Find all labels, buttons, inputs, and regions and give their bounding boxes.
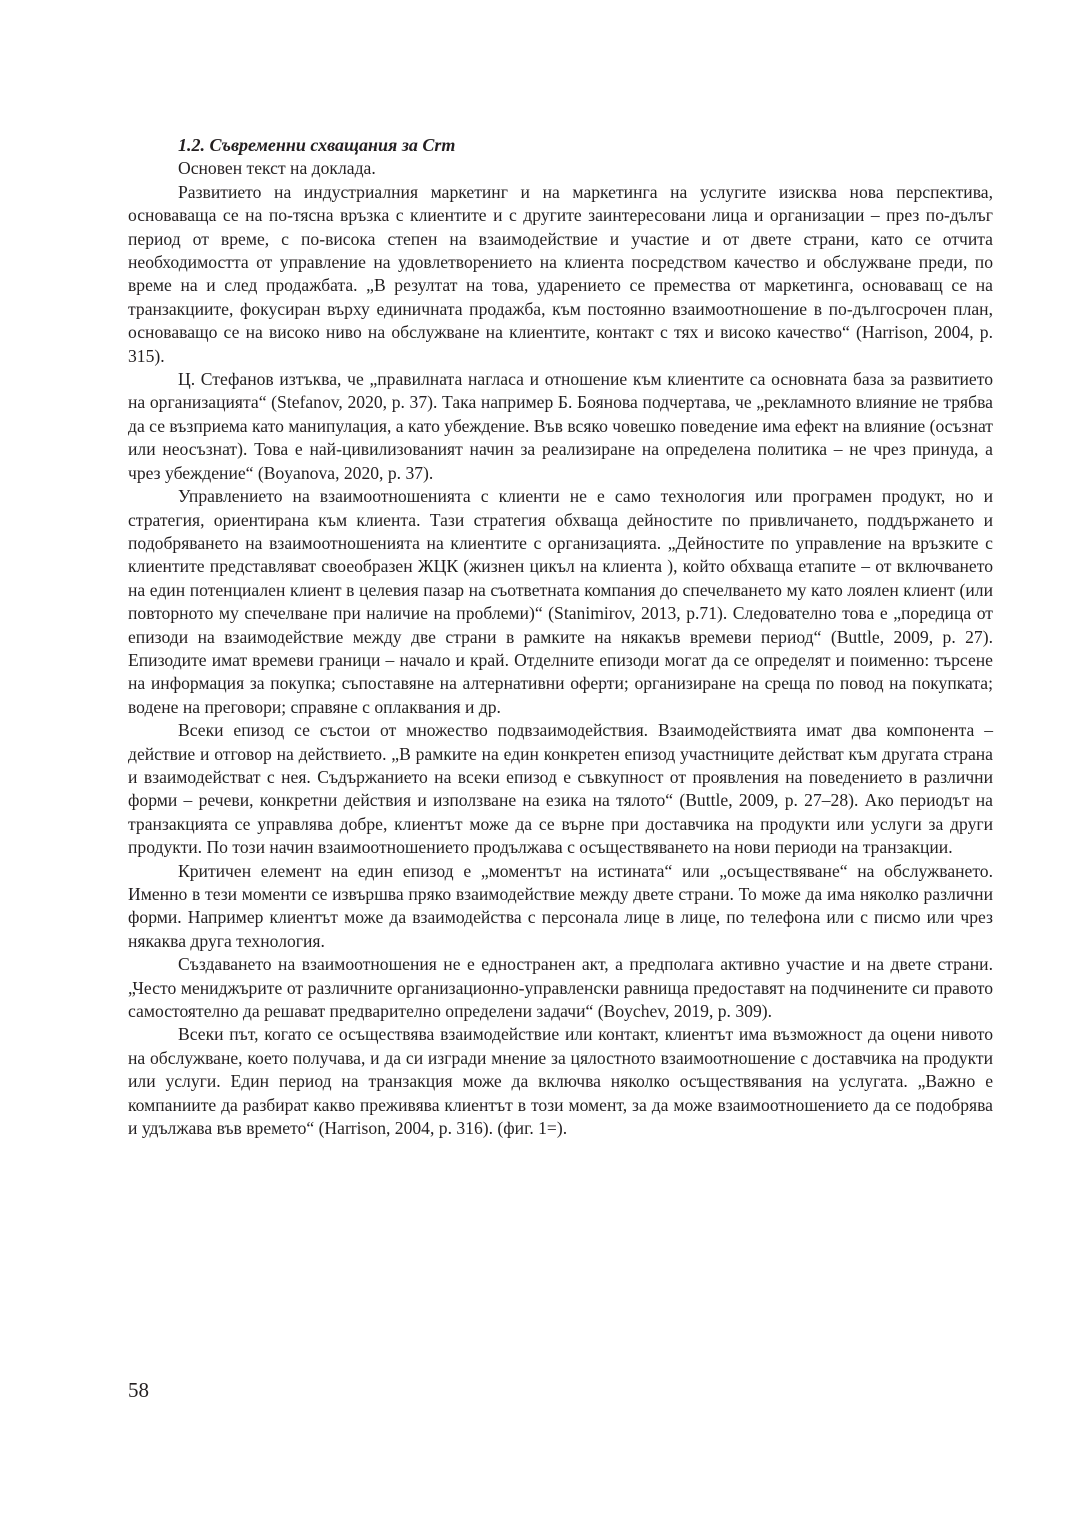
section-heading: 1.2. Съвременни схващания за Crm xyxy=(178,135,456,155)
paragraph: Всеки епизод се състои от множество подвзаимодействия. Взаимодействията имат два компонента – действие и отговор на действието. „В рамките на един конкретен епизод участниците действат към другата страна и взаимодействат с нея. Съдържанието на всеки епизод е съвкупност от проявления на поведението в различни форми – речеви, конкретни действия и използване на езика на тялото“ (Buttle, 2009, p. 27–28). Ако периодът на транзакцията се управлява добре, клиентът може да се върне при доставчика на продукти или услуги за други продукти. По този начин взаимоотношението продължава с осъществяването на нови периоди на транзакции. xyxy=(128,720,993,858)
page-number: 58 xyxy=(128,1378,149,1402)
paragraph: Всеки път, когато се осъществява взаимодействие или контакт, клиентът има възможност да оцени нивото на обслужване, което получава, и да си изгради мнение за цялостното взаимоотношение с доставчика на продукти или услуги. Един период на транзакция може да включва няколко осъществявания на услугата. „Важно е компаниите да разбират какво преживява клиентът в този момент, за да може взаимоотношението да се подобрява и удължава във времето“ (Harrison, 2004, p. 316). (фиг. 1=). xyxy=(128,1024,993,1139)
intro-line: Основен текст на доклада. xyxy=(178,158,376,179)
body-text xyxy=(128,134,993,1140)
paragraph: Създаването на взаимоотношения не е едностранен акт, а предполага активно участие и на двете страни. „Често мениджърите от различните организационно-управленски равнища предоставят на подчинените си правото самостоятелно да решават предварително определени задачи“ (Boychev, 2019, p. 309). xyxy=(128,954,993,1022)
paragraph: Ц. Стефанов изтъква, че „правилната нагласа и отношение към клиентите са основната база за развитието на организацията“ (Stefanov, 2020, p. 37). Така например Б. Боянова подчертава, че „рекламното влияние не трябва да се възприема като манипулация, а като убеждение. Във всяко човешко поведение има ефект на влияние (осъзнат или неосъзнат). Това е най-цивилизованият начин за реализиране на определена политика – не чрез принуда, а чрез убеждение“ (Boyanova, 2020, p. 37). xyxy=(128,369,993,483)
paragraph: Критичен елемент на един епизод е „моментът на истината“ или „осъществяване“ на обслужването. Именно в тези моменти се извършва пряко взаимодействие между двете страни. То може да има няколко различни форми. Например клиентът може да взаимодейства с персонала лице в лице, по телефона или с писмо или чрез някаква друга технология. xyxy=(128,860,993,951)
paragraph: Развитието на индустриалния маркетинг и на маркетинга на услугите изисква нова перспектива, основаваща се на по-тясна връзка с клиентите и с другите заинтересовани лица и организации – през по-дълъг период от време, с по-висока степен на взаимодействие и участие и от двете страни, като се отчита необходимостта от управление на удовлетворението на клиента посредством качество и обслужване преди, по време на и след продажбата. „В резултат на това, ударението се премества от маркетинга, основаващ се на транзакциите, фокусиран върху единичната продажба, към постоянно взаимоотношение в по-дългосрочен план, основаващо се на високо ниво на обслужване на клиентите, контакт с тях и високо качество“ (Harrison, 2004, p. 315). xyxy=(128,181,993,366)
paragraph: Управлението на взаимоотношенията с клиенти не е само технология или програмен продукт, но и стратегия, ориентирана към клиента. Тази стратегия обхваща дейностите по привличането, поддържането и подобряването на взаимоотношенията на клиентите с организацията. „Дейностите по управление на връзките с клиентите представляват своеобразен ЖЦК (жизнен цикъл на клиента ), който обхваща етапите – от включването на един потенциален клиент в целевия пазар на съответната компания до спечелването му като лоялен клиент (или повторното му спечелване при наличие на проблеми)“ (Stanimirov, 2013, p.71). Следователно това е „поредица от епизоди на взаимодействие между две страни в рамките на някакъв времеви период“ (Buttle, 2009, p. 27). Епизодите имат времеви граници – начало и край. Отделните епизоди могат да се определят и поименно: търсене на информация за покупка; съпоставяне на алтернативни оферти; организиране на среща по повод на покупката; водене на преговори; справяне с оплаквания и др. xyxy=(128,486,993,717)
